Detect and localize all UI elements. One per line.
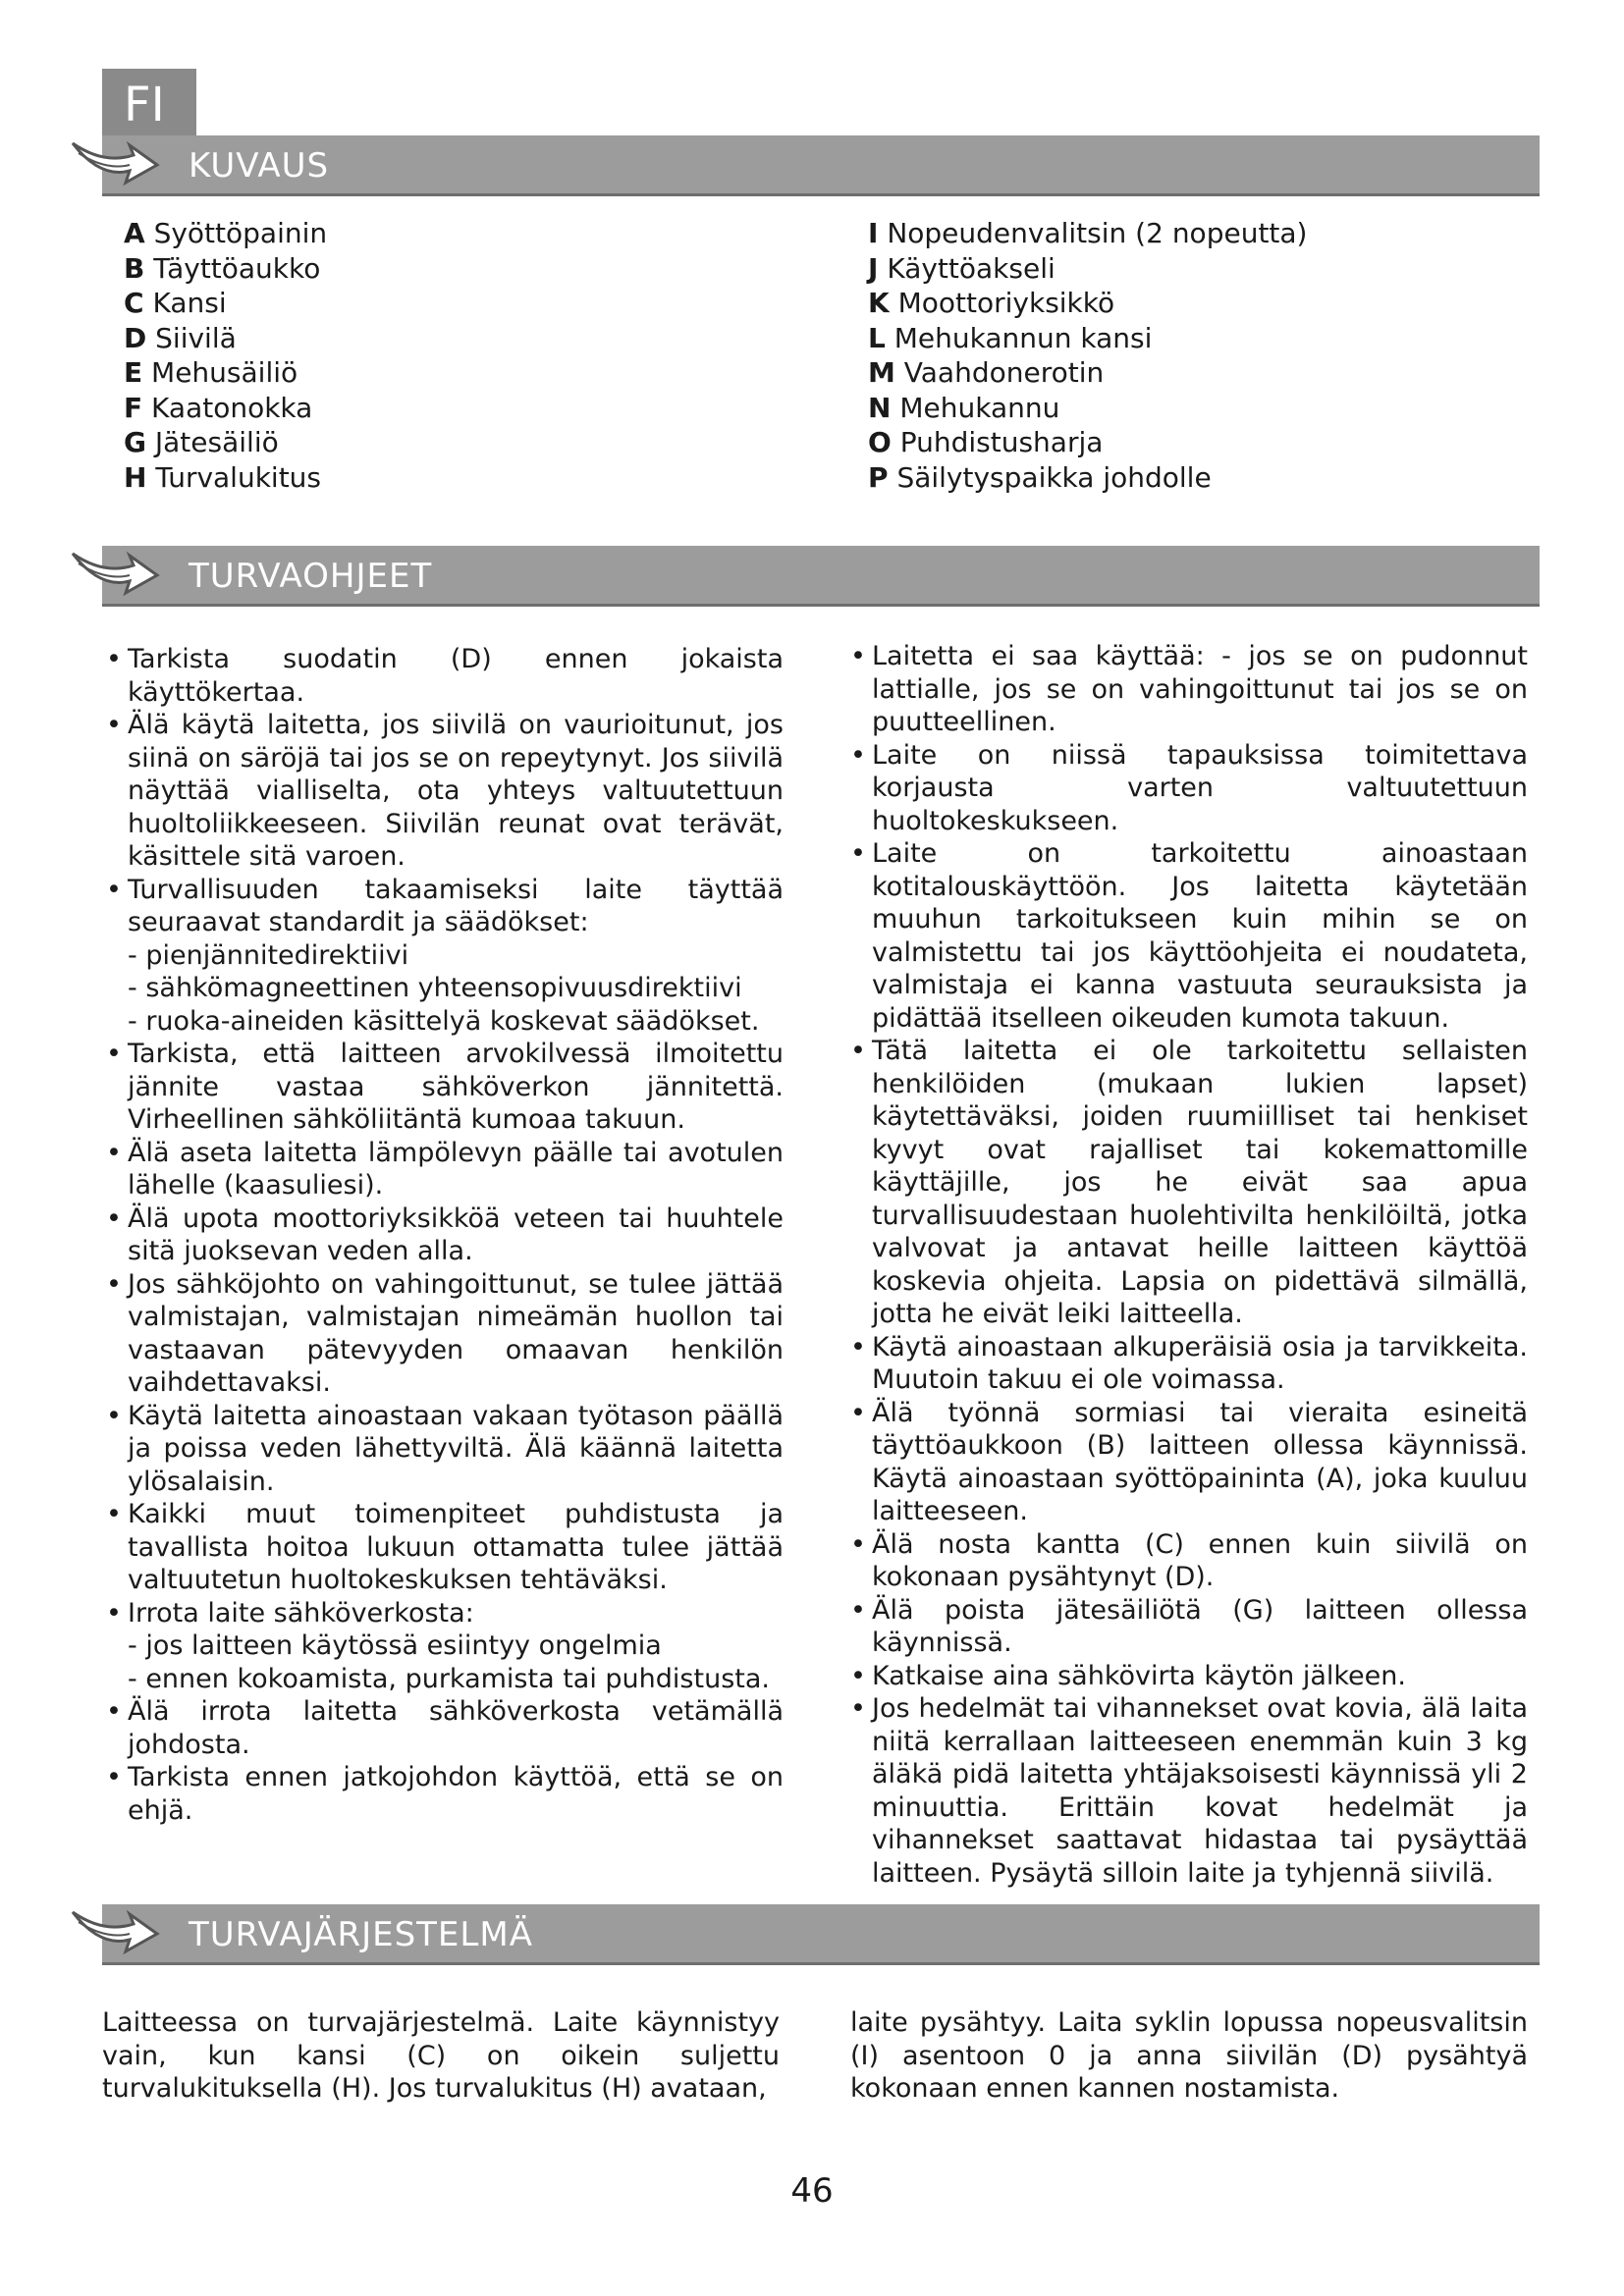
- description-letter: B: [124, 251, 145, 285]
- safety-item: [106, 874, 784, 939]
- safety-system-text-left: Laitteessa on turvajärjestelmä. Laite käynnistyy vain, kun kansi (C) on oikein suljettu turvalukituksella (H). Jos turvalukitus (H) avataan,: [102, 2007, 780, 2104]
- safety-system-text-right: laite pysähtyy. Laita syklin lopussa nopeusvalitsin (I) asentoon 0 ja anna siivilän (D) pysähtyä kokonaan ennen kannen nostamista.: [850, 2007, 1528, 2104]
- safety-item: [106, 1038, 784, 1137]
- description-label: Täyttöaukko: [153, 251, 321, 285]
- description-letter: G: [124, 426, 146, 458]
- curved-arrow-icon: [65, 126, 163, 194]
- description-item: [124, 425, 327, 460]
- section-title-turvaohjeet: TURVAOHJEET: [189, 557, 433, 596]
- safety-item: [106, 1761, 784, 1827]
- safety-item-text: Älä poista jätesäiliötä (G) laitteen ollessa käynnissä.: [872, 1594, 1528, 1658]
- description-label: Moottoriyksikkö: [897, 287, 1115, 319]
- description-item: [124, 286, 327, 321]
- safety-sub-item: - jos laitteen käytössä esiintyy ongelmia: [128, 1630, 662, 1661]
- description-item: [124, 321, 327, 356]
- safety-item: [850, 640, 1528, 739]
- description-label: Jätesäiliö: [154, 426, 279, 458]
- description-item: [868, 216, 1307, 251]
- safety-item-text: Laitetta ei saa käyttää: - jos se on pudonnut lattialle, jos se on vahingoittunut tai jos se on puutteellinen.: [872, 641, 1528, 737]
- description-letter: L: [868, 321, 886, 354]
- description-label: Mehukannu: [899, 391, 1060, 424]
- description-letter: I: [868, 217, 879, 249]
- safety-item: [106, 643, 784, 709]
- description-list-left: [124, 216, 327, 495]
- safety-list-right: [850, 640, 1528, 1890]
- section-header-turvajarjestelma: [102, 1904, 1540, 1965]
- description-letter: A: [124, 217, 145, 249]
- safety-sub-item: - sähkömagneettinen yhteensopivuusdirektiivi: [128, 973, 742, 1003]
- safety-item-text: Käytä ainoastaan alkuperäisiä osia ja tarvikkeita. Muutoin takuu ei ole voimassa.: [872, 1331, 1528, 1395]
- description-letter: E: [124, 356, 143, 389]
- description-letter: M: [868, 356, 895, 389]
- description-letter: O: [868, 426, 892, 458]
- description-letter: D: [124, 321, 147, 354]
- safety-item: [106, 709, 784, 874]
- description-label: Puhdistusharja: [899, 426, 1104, 458]
- page-number: 46: [790, 2171, 834, 2211]
- description-letter: K: [868, 287, 890, 319]
- safety-item-text: Älä työnnä sormiasi tai vieraita esineitä täyttöaukkoon (B) laitteen ollessa käynnissä. Käytä ainoastaan syöttöpaininta (A), joka kuuluu laitteeseen.: [872, 1397, 1528, 1526]
- description-item: [124, 251, 327, 287]
- safety-sub-item: - pienjännitedirektiivi: [128, 939, 409, 971]
- description-item: [868, 460, 1307, 496]
- description-label: Käyttöakseli: [887, 251, 1056, 285]
- description-label: Kansi: [152, 287, 227, 319]
- safety-item: [850, 1692, 1528, 1890]
- description-letter: F: [124, 391, 143, 424]
- safety-item-text: Käytä laitetta ainoastaan vakaan työtason päällä ja poissa veden lähettyviltä. Älä käännä laitetta ylösalaisin.: [128, 1400, 784, 1497]
- section-title-turvajarjestelma: TURVAJÄRJESTELMÄ: [189, 1915, 533, 1954]
- safety-item: [850, 837, 1528, 1035]
- section-header-turvaohjeet: [102, 546, 1540, 607]
- safety-item: [106, 1202, 784, 1268]
- description-item: [868, 355, 1307, 391]
- safety-item-text: Jos hedelmät tai vihannekset ovat kovia, älä laita niitä kerrallaan laitteeseen enemmän kuin 3 kg äläkä pidä laitetta yhtäjaksoisesti käynnissä yli 2 minuuttia. Erittäin kovat hedelmät ja vihannekset saattavat hidastaa tai pysäyttää laitteen. Pysäytä silloin laite ja tyhjennä siivilä.: [872, 1693, 1528, 1889]
- description-list-right: [868, 216, 1307, 495]
- safety-item: [106, 1695, 784, 1761]
- safety-item: [106, 1400, 784, 1499]
- description-letter: N: [868, 391, 892, 424]
- safety-item-text: Älä nosta kantta (C) ennen kuin siivilä on kokonaan pysähtynyt (D).: [872, 1528, 1528, 1592]
- description-letter: C: [124, 287, 144, 319]
- safety-item-text: Laite on tarkoitettu ainoastaan kotitalouskäyttöön. Jos laitetta käytetään muuhun tarkoitukseen kuin mihin se on valmistettu tai jos käyttöohjeita ei noudateta, valmistaja ei kanna vastuuta seurauksista ja pidättää itselleen oikeuden kumota takuun.: [872, 838, 1528, 1034]
- description-letter: P: [868, 460, 889, 494]
- safety-sub-item: - ennen kokoamista, purkamista tai puhdistusta.: [128, 1663, 770, 1694]
- safety-item-text: Tarkista ennen jatkojohdon käyttöä, että se on ehjä.: [128, 1762, 784, 1826]
- section-title-kuvaus: KUVAUS: [189, 146, 330, 186]
- safety-item-text: Turvallisuuden takaamiseksi laite täyttää seuraavat standardit ja säädökset:: [128, 874, 784, 937]
- safety-list-left: [106, 643, 784, 1827]
- language-code: FI: [124, 78, 165, 133]
- safety-item: [106, 1268, 784, 1400]
- safety-item-text: Kaikki muut toimenpiteet puhdistusta ja tavallista hoitoa lukuun ottamatta tulee jättää valtuutetun huoltokeskuksen tehtäväksi.: [128, 1499, 784, 1595]
- description-item: [868, 286, 1307, 321]
- safety-sub-item: - ruoka-aineiden käsittelyä koskevat säädökset.: [128, 1005, 760, 1037]
- description-item: [868, 425, 1307, 460]
- safety-item: [850, 1660, 1528, 1693]
- safety-item-text: Jos sähköjohto on vahingoittunut, se tulee jättää valmistajan, valmistajan nimeämän huollon tai vastaavan pätevyyden omaavan henkilön vaihdettavaksi.: [128, 1268, 784, 1398]
- description-label: Syöttöpainin: [153, 217, 328, 249]
- description-item: [868, 251, 1307, 287]
- description-letter: J: [868, 251, 879, 285]
- safety-item: [850, 1594, 1528, 1660]
- description-label: Mehusäiliö: [151, 356, 298, 389]
- section-header-kuvaus: [102, 135, 1540, 196]
- description-item: [124, 216, 327, 251]
- safety-item-text: Tarkista suodatin (D) ennen jokaista käyttökertaa.: [128, 644, 784, 708]
- safety-item-text: Irrota laite sähköverkosta:: [128, 1597, 474, 1629]
- curved-arrow-icon: [65, 1895, 163, 1963]
- safety-item-text: Laite on niissä tapauksissa toimitettava korjausta varten valtuutettuun huoltokeskukseen.: [872, 739, 1528, 836]
- safety-item-text: Älä aseta laitetta lämpölevyn päälle tai avotulen lähelle (kaasuliesi).: [128, 1137, 784, 1201]
- safety-item: [106, 1498, 784, 1597]
- description-item: [124, 460, 327, 496]
- safety-item: [106, 1597, 784, 1630]
- description-label: Siivilä: [155, 321, 237, 354]
- description-item: [124, 391, 327, 426]
- safety-item: [850, 1035, 1528, 1331]
- safety-item: [106, 1137, 784, 1202]
- curved-arrow-icon: [65, 536, 163, 605]
- description-item: [868, 391, 1307, 426]
- description-label: Mehukannun kansi: [893, 321, 1153, 354]
- description-label: Kaatonokka: [151, 391, 313, 424]
- safety-item-text: Älä upota moottoriyksikköä veteen tai huuhtele sitä juoksevan veden alla.: [128, 1202, 784, 1266]
- safety-item: [850, 1528, 1528, 1594]
- safety-item-text: Tarkista, että laitteen arvokilvessä ilmoitettu jännite vastaa sähköverkon jännitettä. Virheellinen sähköliitäntä kumoaa takuun.: [128, 1039, 784, 1135]
- safety-item-text: Katkaise aina sähkövirta käytön jälkeen.: [872, 1660, 1406, 1691]
- description-letter: H: [124, 460, 147, 494]
- description-label: Säilytyspaikka johdolle: [896, 460, 1212, 494]
- description-label: Turvalukitus: [155, 460, 322, 494]
- safety-item: [850, 1331, 1528, 1397]
- safety-item-text: Älä käytä laitetta, jos siivilä on vaurioitunut, jos siinä on säröjä tai jos se on repeytynyt. Jos siivilä näyttää vialliselta, ota yhteys valtuutettuun huoltoliikkeeseen. Siivilän reunat ovat terävät, käsittele sitä varoen.: [128, 710, 784, 872]
- safety-item-text: Tätä laitetta ei ole tarkoitettu sellaisten henkilöiden (mukaan lukien lapset) käytettäväksi, joiden ruumiilliset tai henkiset kyvyt ovat rajalliset tai kokemattomille käyttäjille, jos he eivät saa apua turvallisuudestaan huolehtivilta henkilöiltä, jotka valvovat ja antavat heille laitteen käyttöä koskevia ohjeita. Lapsia on pidettävä silmällä, jotta he eivät leiki laitteella.: [872, 1036, 1528, 1329]
- safety-item: [850, 739, 1528, 838]
- description-item: [124, 355, 327, 391]
- safety-item-text: Älä irrota laitetta sähköverkosta vetämällä johdosta.: [128, 1696, 784, 1760]
- description-label: Vaahdonerotin: [903, 356, 1105, 389]
- description-item: [868, 321, 1307, 356]
- safety-item: [850, 1397, 1528, 1528]
- description-label: Nopeudenvalitsin (2 nopeutta): [887, 217, 1308, 249]
